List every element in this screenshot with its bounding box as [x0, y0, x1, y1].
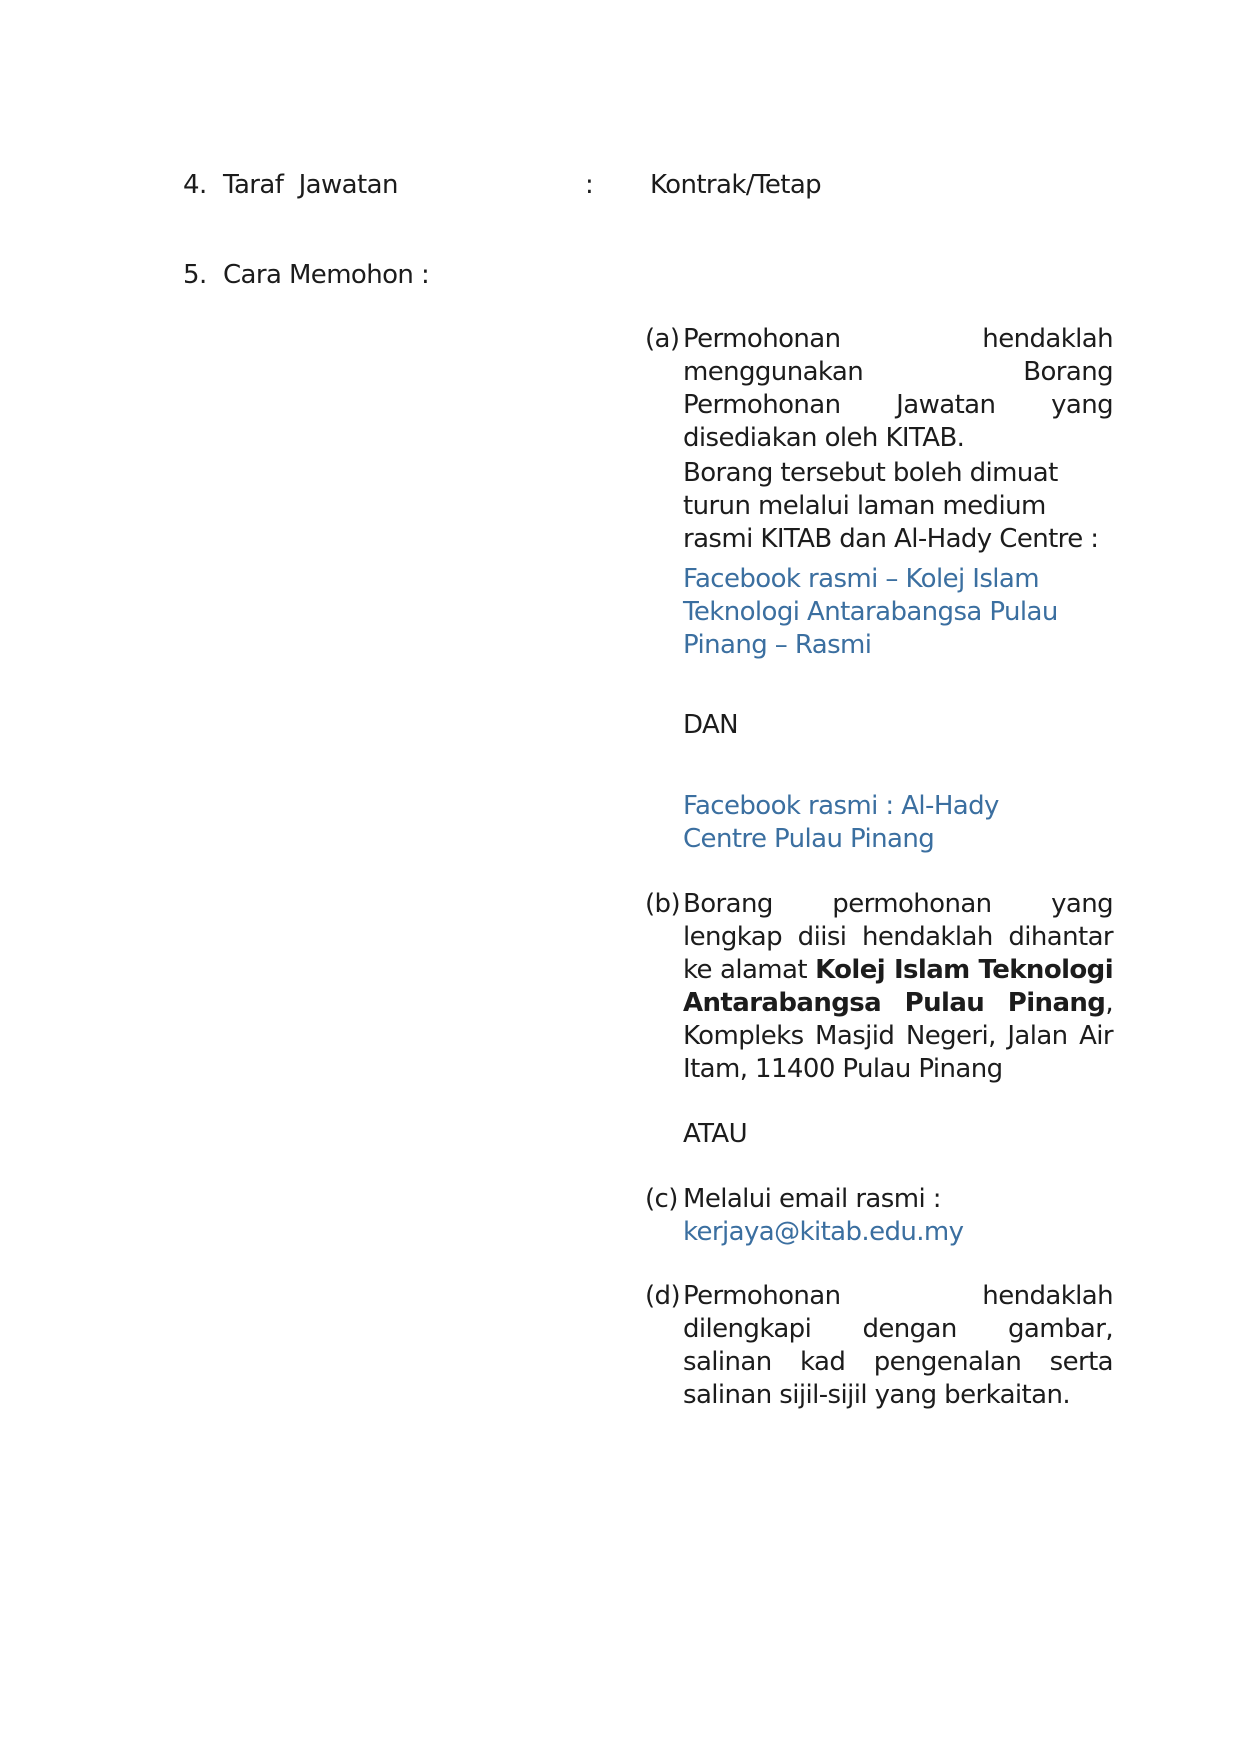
- item-a-connector: DAN: [683, 710, 738, 740]
- facebook-kitab-link[interactable]: Facebook rasmi – Kolej Islam Teknologi Antarabangsa Pulau Pinang – Rasmi: [683, 564, 1058, 660]
- item-a-marker: (a): [645, 324, 680, 354]
- item-b-marker: (b): [645, 889, 680, 919]
- item-b-text: [683, 888, 1113, 1086]
- facebook-al-hady-link[interactable]: Facebook rasmi : Al-Hady Centre Pulau Pinang: [683, 791, 999, 854]
- section-5-label: Cara Memohon :: [223, 260, 430, 290]
- item-c-text: Melalui email rasmi :: [683, 1184, 941, 1214]
- section-4-row: [183, 170, 398, 200]
- section-4-colon: :: [585, 170, 594, 200]
- item-c-marker: (c): [645, 1184, 678, 1214]
- item-b-text-before: Borang permohonan yang lengkap diisi hendaklah dihantar ke alamat: [683, 889, 1113, 985]
- item-b-connector: ATAU: [683, 1119, 748, 1149]
- section-4-label: Taraf Jawatan: [223, 170, 398, 200]
- section-4-number: 4.: [183, 170, 207, 200]
- item-b-institution-name: Kolej Islam Teknologi Antarabangsa Pulau Pinang: [683, 955, 1114, 1018]
- item-a-download-note: Borang tersebut boleh dimuat turun melalui laman medium rasmi KITAB dan Al-Hady Centre :: [683, 458, 1099, 554]
- item-b-text-after: , Kompleks Masjid Negeri, Jalan Air Itam, 11400 Pulau Pinang: [683, 988, 1113, 1084]
- item-d-marker: (d): [645, 1281, 680, 1311]
- email-link[interactable]: kerjaya@kitab.edu.my: [683, 1217, 964, 1247]
- item-d-text: Permohonan hendaklah dilengkapi dengan gambar, salinan kad pengenalan serta salinan sijil-sijil yang berkaitan.: [683, 1281, 1113, 1410]
- section-4-value: Kontrak/Tetap: [650, 170, 822, 200]
- section-5-row: [183, 260, 429, 290]
- item-a-text: Permohonan hendaklah menggunakan Borang Permohonan Jawatan yang disediakan oleh KITAB.: [683, 324, 1113, 453]
- section-5-number: 5.: [183, 260, 207, 290]
